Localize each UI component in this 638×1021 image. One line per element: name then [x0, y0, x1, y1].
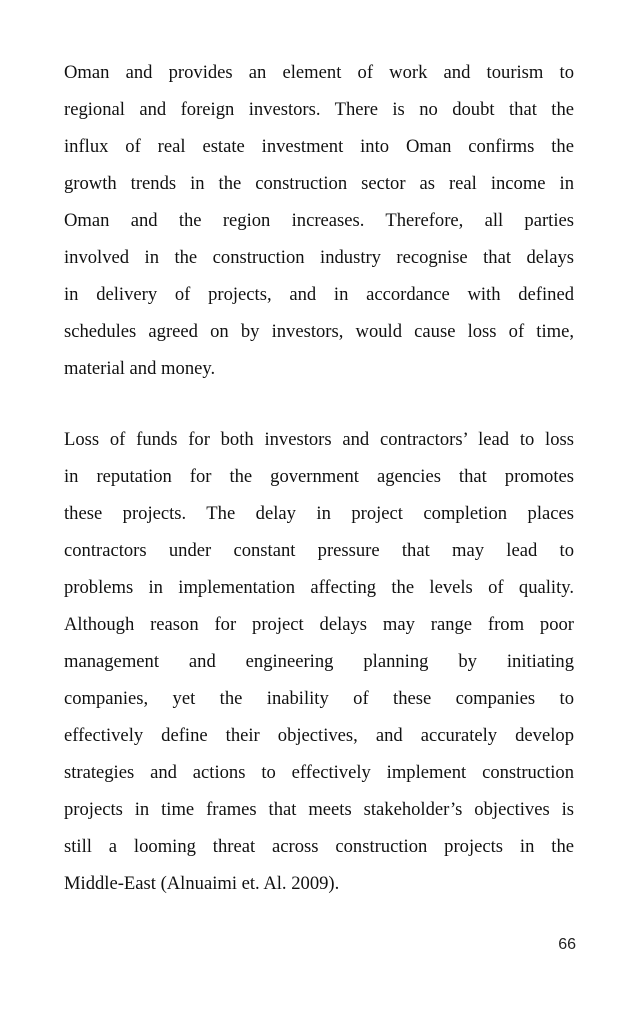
paragraph-line: Although reason for project delays may range from poor [64, 614, 574, 635]
paragraph-line: Middle-East (Alnuaimi et. Al. 2009). [64, 873, 340, 894]
paragraph-line: contractors under constant pressure that may lead to [64, 540, 574, 561]
paragraph-line: involved in the construction industry recognise that delays [64, 247, 574, 268]
paragraph-line: in delivery of projects, and in accordance with defined [64, 284, 574, 305]
paragraph-line: Oman and provides an element of work and tourism to [64, 62, 574, 83]
paragraph-line: strategies and actions to effectively implement construction [64, 762, 574, 783]
paragraph-line: Loss of funds for both investors and contractors’ lead to loss [64, 429, 574, 450]
paragraph-line: in reputation for the government agencies that promotes [64, 466, 574, 487]
paragraph-line: growth trends in the construction sector as real income in [64, 173, 574, 194]
paragraph-line: management and engineering planning by initiating [64, 651, 574, 672]
paragraph-line: schedules agreed on by investors, would cause loss of time, [64, 321, 574, 342]
paragraph-line: problems in implementation affecting the levels of quality. [64, 577, 574, 598]
page-number: 66 [558, 936, 576, 953]
paragraph-line: regional and foreign investors. There is no doubt that the [64, 99, 574, 120]
paragraph-line: projects in time frames that meets stakeholder’s objectives is [64, 799, 574, 820]
paragraph-line: these projects. The delay in project completion places [64, 503, 574, 524]
paragraph-line: influx of real estate investment into Oman confirms the [64, 136, 574, 157]
paragraph-line: material and money. [64, 358, 216, 379]
paragraph-line: Oman and the region increases. Therefore, all parties [64, 210, 574, 231]
paragraph-line: effectively define their objectives, and accurately develop [64, 725, 574, 746]
paragraph-line: still a looming threat across construction projects in the [64, 836, 574, 857]
paragraph-line: companies, yet the inability of these companies to [64, 688, 574, 709]
